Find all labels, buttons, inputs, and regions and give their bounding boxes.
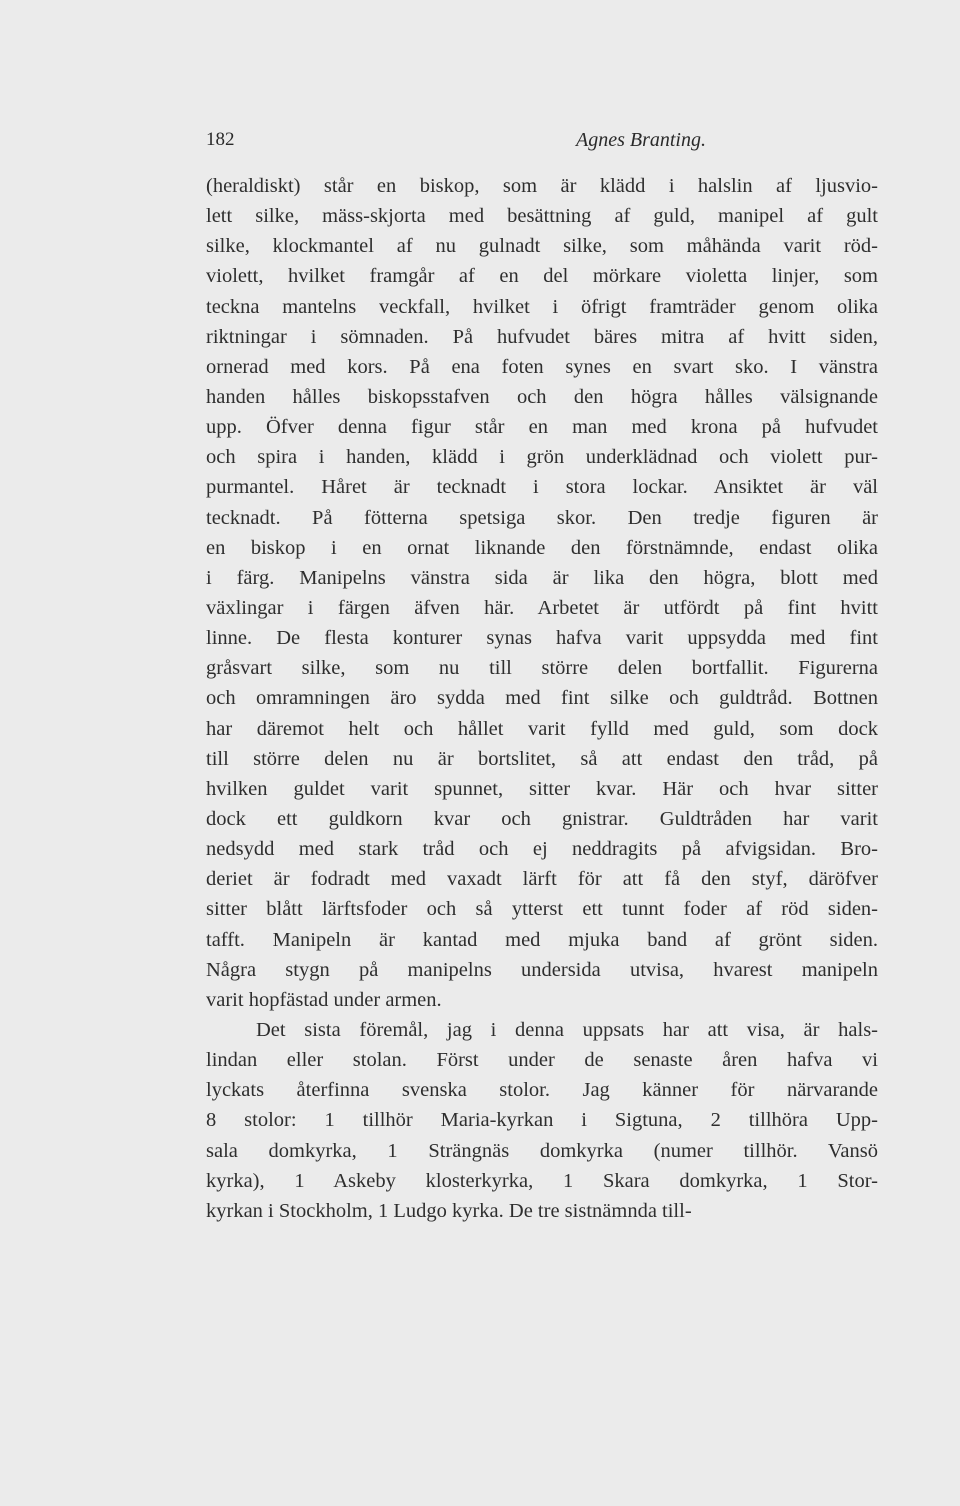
text-line: tafft. Manipeln är kantad med mjuka band af grönt siden. (206, 928, 878, 951)
text-line: linne. De flesta konturer synas hafva varit uppsydda med fint (206, 627, 878, 650)
running-head: Agnes Branting. (576, 129, 706, 151)
text-line: upp. Öfver denna figur står en man med krona på hufvudet (206, 416, 878, 439)
text-line: gråsvart silke, som nu till större delen bortfallit. Figurerna (206, 657, 878, 680)
text-line: och omramningen äro sydda med fint silke och guldtråd. Bottnen (206, 687, 878, 710)
text-line: ornerad med kors. På ena foten synes en svart sko. I vänstra (206, 355, 878, 378)
text-line: purmantel. Håret är tecknadt i stora lockar. Ansiktet är väl (206, 476, 878, 499)
text-line: 8 stolor: 1 tillhör Maria-kyrkan i Sigtuna, 2 tillhöra Upp- (206, 1109, 878, 1132)
text-line: sitter blått lärftsfoder och så ytterst ett tunnt foder af röd siden- (206, 898, 878, 921)
text-line: riktningar i sömnaden. På hufvudet bäres mitra af hvitt siden, (206, 325, 878, 348)
page-number: 182 (206, 129, 235, 150)
text-line: (heraldiskt) står en biskop, som är klädd i halslin af ljusvio- (206, 175, 878, 197)
text-line: växlingar i färgen äfven här. Arbetet är utfördt på fint hvitt (206, 596, 878, 619)
text-line: nedsydd med stark tråd och ej neddragits på afvigsidan. Bro- (206, 838, 878, 861)
page-header (206, 129, 880, 159)
text-line: dock ett guldkorn kvar och gnistrar. Guldtråden har varit (206, 807, 878, 830)
body-text (206, 171, 878, 1226)
text-line: lindan eller stolan. Först under de senaste åren hafva vi (206, 1049, 878, 1072)
paragraph (206, 171, 878, 1015)
text-line: kyrkan i Stockholm, 1 Ludgo kyrka. De tre sistnämnda till- (206, 1199, 692, 1222)
text-line: har däremot helt och hållet varit fylld med guld, som dock (206, 717, 878, 740)
paragraph (206, 1015, 878, 1226)
text-line: kyrka), 1 Askeby klosterkyrka, 1 Skara domkyrka, 1 Stor- (206, 1169, 878, 1192)
text-line: lyckats återfinna svenska stolor. Jag känner för närvarande (206, 1079, 878, 1102)
text-line: till större delen nu är bortslitet, så att endast den tråd, på (206, 747, 878, 770)
text-line: silke, klockmantel af nu gulnadt silke, som måhända varit röd- (206, 235, 878, 258)
text-line: sala domkyrka, 1 Strängnäs domkyrka (numer tillhör. Vansö (206, 1139, 878, 1162)
text-line: lett silke, mäss-skjorta med besättning af guld, manipel af gult (206, 205, 878, 228)
text-line: deriet är fodradt med vaxadt lärft för att få den styf, däröfver (206, 868, 878, 891)
text-line: varit hopfästad under armen. (206, 988, 442, 1011)
text-line: hvilken guldet varit spunnet, sitter kvar. Här och hvar sitter (206, 777, 878, 800)
text-line: teckna mantelns veckfall, hvilket i öfrigt framträder genom olika (206, 295, 878, 318)
text-line: Det sista föremål, jag i denna uppsats har att visa, är hals- (256, 1018, 878, 1041)
text-line: i färg. Manipelns vänstra sida är lika den högra, blott med (206, 566, 878, 589)
text-line: tecknadt. På fötterna spetsiga skor. Den tredje figuren är (206, 506, 878, 529)
text-line: violett, hvilket framgår af en del mörkare violetta linjer, som (206, 265, 878, 288)
text-line: och spira i handen, klädd i grön underklädnad och violett pur- (206, 446, 878, 469)
text-line: handen hålles biskopsstafven och den högra hålles välsignande (206, 385, 878, 408)
text-line: Några stygn på manipelns undersida utvisa, hvarest manipeln (206, 958, 878, 981)
text-line: en biskop i en ornat liknande den förstnämnde, endast olika (206, 536, 878, 559)
